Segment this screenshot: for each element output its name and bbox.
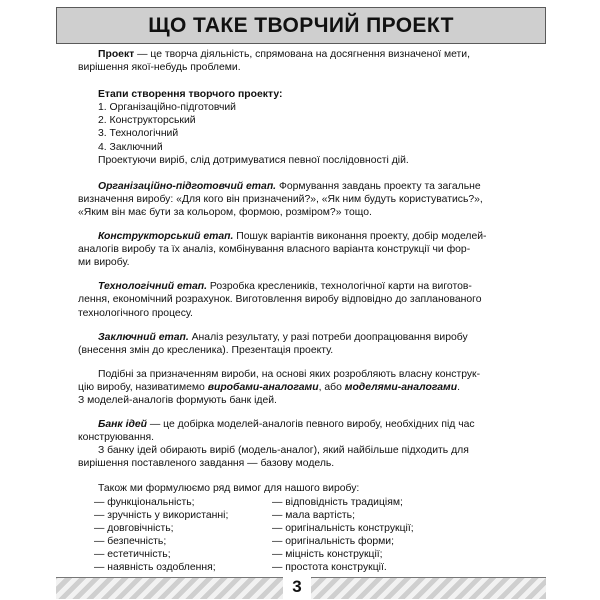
constr-line-1: Конструкторський етап. Пошук варіантів виконання проекту, добір моделей- [98,231,487,243]
stage-item: 3. Технологічний [98,128,179,140]
analogs-line-3: З моделей-аналогів формують банк ідей. [78,394,277,406]
requirement-item: — довговічність; [94,522,174,534]
final-line-2: (внесення змін до кресленика). Презентація проекту. [78,344,334,356]
org-line-1: Організаційно-підготовчий етап. Формування завдань проекту та загальне [98,180,481,192]
requirement-item: — оригінальність конструкції; [272,522,414,534]
stage-item: 1. Організаційно-підготовчий [98,102,236,114]
intro-line-1: Проект — це творча діяльність, спрямована на досягнення визначеної мети, [98,49,471,60]
requirement-item: — естетичність; [94,548,171,560]
requirement-item: — зручність у використанні; [94,509,229,521]
requirement-item: — оригінальність форми; [272,535,394,547]
requirement-item: — наявність оздоблення; [94,562,216,573]
org-line-3: «Яким він має бути за кольором, формою, розміром?» тощо. [78,206,372,218]
constr-line-3: ми виробу. [78,257,130,269]
stages-note: Проектуючи виріб, слід дотримуватися певної послідовності дій. [98,154,409,166]
bank-line-1: Банк ідей — це добірка моделей-аналогів певного виробу, необхідних під час [98,419,475,431]
requirement-item: — міцність конструкції; [272,548,383,560]
requirements-list [78,496,528,575]
tech-line-3: технологічного процесу. [78,307,193,319]
requirement-item: — відповідність традиціям; [272,496,403,508]
final-line-1: Заключний етап. Аналіз результату, у разі потреби доопрацювання виробу [98,331,468,343]
requirement-item: — мала вартість; [272,509,355,521]
requirement-item: — функціональність; [94,496,195,508]
constr-line-2: аналогів виробу та їх аналіз, комбінування власного варіанта конструкції чи фор- [78,244,471,256]
stage-item: 4. Заключний [98,141,163,153]
analogs-line-1: Подібні за призначенням вироби, на основі яких розробляють власну конструк- [98,368,481,380]
requirements-lead: Також ми формулюємо ряд вимог для нашого виробу: [98,483,360,495]
tech-line-2: лення, економічний розрахунок. Виготовлення виробу відповідно до запланованого [78,294,482,306]
analogs-line-2: цію виробу, називатимемо виробами-аналогами, або моделями-аналогами. [78,381,460,393]
bank-line-4: вирішення поставленого завдання — базову модель. [78,458,335,470]
stage-item: 2. Конструкторський [98,115,196,127]
page-number: 3 [283,574,311,600]
tech-line-1: Технологічний етап. Розробка креслеників, технологічної карти на виготов- [98,281,472,293]
stages-heading: Етапи створення творчого проекту: [98,89,283,101]
stages-list [78,101,528,153]
requirement-item: — простота конструкції. [272,562,387,573]
intro-term: Проект [98,49,135,60]
org-line-2: визначення виробу: «Для кого він призначений?», «Як ним будуть користуватись?», [78,193,483,205]
bank-line-2: конструювання. [78,432,154,444]
page-title: ЩО ТАКЕ ТВОРЧИЙ ПРОЕКТ [148,13,454,37]
requirement-item: — безпечність; [94,535,167,547]
page-body [78,44,528,574]
bank-line-3: З банку ідей обирають виріб (модель-аналог), який найбільше підходить для [98,445,469,457]
intro-line-2: вирішення якої-небудь проблеми. [78,62,241,74]
title-banner [56,7,546,44]
